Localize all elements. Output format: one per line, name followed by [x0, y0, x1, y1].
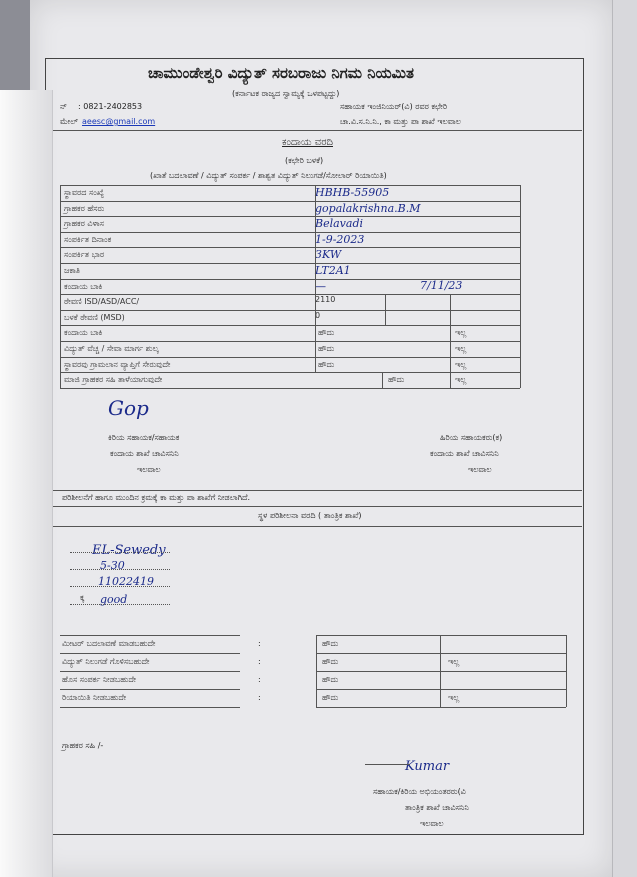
email-label: ಮೇಲ್: [60, 117, 79, 126]
dotted-line: [70, 604, 170, 605]
dotted-line: [70, 552, 170, 553]
row-line: [60, 201, 520, 202]
field-label: ಠೇವಣಿ ISD/ASD/ACC/: [64, 297, 140, 307]
left-sign-line1: ಕಿರಿಯ ಸಹಾಯಕ/ಸಹಾಯಕ: [108, 433, 180, 442]
meter-condition: good: [100, 593, 128, 606]
field-value: 1-9-2023: [315, 232, 365, 246]
row-line: [60, 635, 240, 636]
colon: :: [258, 657, 261, 666]
header-divider: [45, 130, 582, 131]
colon: :: [258, 693, 261, 702]
field-label: ಸಂಪರ್ಕಿತ ದಿನಾಂಕ: [64, 234, 112, 244]
colon: :: [258, 639, 261, 648]
no-option[interactable]: ಇಲ್ಲ: [455, 344, 467, 353]
org-subtitle: (ಕರ್ನಾಟಕ ರಾಜ್ಯದ ಸ್ವಾಮ್ಯಕ್ಕೆ ಒಳಪಟ್ಟದ್ದು): [232, 89, 340, 98]
office-line2: ಚಾ.ವಿ.ಸ.ನಿ.ನಿ., ಕಾ ಮತ್ತು ಪಾ ಶಾಖೆ ಇಲವಾಲ: [340, 117, 461, 126]
inspection-question: ಮೀಟರ್ ಬದಲಾವಣೆ ಮಾಡಬಹುದೇ: [62, 639, 156, 648]
field-label: ಸ್ಥಾವರದ ಸಂಖ್ಯೆ: [64, 188, 104, 197]
left-sign-line2: ಕಂದಾಯ ಶಾಖೆ ಚಾವಿಸನಿನಿ: [110, 449, 179, 458]
row-line: [60, 247, 520, 248]
field-label: ಗ್ರಾಹಕರ ಹೆಸರು: [64, 203, 105, 213]
section-divider-2: [45, 506, 582, 507]
row-line: [60, 689, 240, 690]
row-line: [60, 263, 520, 264]
row-line: [60, 357, 520, 358]
tech-signature: Kumar: [405, 759, 450, 774]
yes-option[interactable]: ಹೌದು: [322, 639, 339, 648]
row-line: [60, 294, 520, 295]
row-line: [60, 341, 520, 342]
row-line: [316, 635, 566, 636]
tech-sign-line1: ಸಹಾಯಕ/ಕಿರಿಯ ಅಭಿಯಂತರರು(ವಿ: [373, 787, 466, 796]
field-label: ಬಳಕೆ ಠೇವಣಿ (MSD): [64, 312, 125, 322]
field-value: 2110: [315, 295, 336, 305]
yesno-question: ಮಾಜಿ ಗ್ರಾಹಕರ ಸಹಿ ತಾಳೆಯಾಗುವುದೇ: [64, 375, 163, 385]
yes-option[interactable]: ಹೌದು: [322, 693, 339, 702]
col-line: [520, 185, 521, 388]
right-sign-line2: ಕಂದಾಯ ಶಾಖೆ ಚಾವಿಸನಿನಿ: [430, 449, 499, 458]
no-option[interactable]: ಇಲ್ಲ: [455, 359, 467, 369]
field-label: ಗ್ರಾಹಕರ ವಿಳಾಸ: [64, 219, 104, 229]
row-line: [316, 689, 566, 690]
field-value: 3KW: [315, 248, 342, 262]
yes-option[interactable]: ಹೌದು: [322, 657, 339, 666]
col-line: [315, 185, 316, 325]
org-name: ಚಾಮುಂಡೇಶ್ವರಿ ವಿದ್ಯುತ್ ಸರಬರಾಜು ನಿಗಮ ನಿಯಮಿತ: [148, 64, 414, 82]
field-value: LT2A1: [315, 264, 351, 277]
left-signature: Gop: [108, 396, 149, 420]
report-purpose: (ಖಾತೆ ಬದಲಾವಣೆ / ವಿದ್ಯುತ್ ಸಂಪರ್ಕ / ಶಾಶ್ವತ ವಿದ್ಯುತ್ ನಿಲುಗಡೆ/ಸೋಲಾರ್ ರಿಯಾಯಿತಿ): [150, 171, 387, 180]
colon: :: [258, 675, 261, 684]
row-line: [60, 232, 520, 233]
right-sign-line1: ಹಿರಿಯ ಸಹಾಯಕರು(ಕ): [440, 433, 503, 442]
yesno-question: ವಿದ್ಯುತ್ ವೆಚ್ಚ / ಸೇವಾ ಮಾರ್ಗ ಶುಲ್ಕ: [64, 344, 159, 353]
col-line: [440, 635, 441, 707]
report-subtitle: (ಕಛೇರಿ ಬಳಕೆ): [285, 156, 324, 165]
page-edge: [612, 0, 637, 877]
inspection-title: ಸ್ಥಳ ಪರಿಶೀಲನಾ ವರದಿ ( ತಾಂತ್ರಿಕ ಶಾಖೆ): [258, 511, 362, 520]
field-label: ಸಂಪರ್ಕಿತ ಭಾರ: [64, 250, 105, 260]
field-value: —: [315, 279, 326, 293]
field-value: Belavadi: [315, 217, 364, 231]
section-divider: [45, 490, 582, 491]
no-option[interactable]: ಇಲ್ಲ: [448, 693, 460, 702]
field-value: gopalakrishna.B.M: [315, 201, 421, 215]
inspection-question: ರಿಯಾಯಿತಿ ನೀಡಬಹುದೇ: [62, 693, 127, 702]
col-line: [450, 294, 451, 325]
condition-label: ಕ್ಕ: [80, 593, 85, 602]
tech-sign-line3: ಇಲವಾಲ: [420, 819, 444, 828]
row-line: [60, 216, 520, 217]
field-label: ಕಂದಾಯ ಬಾಕಿ: [64, 281, 103, 291]
section-divider-3: [45, 526, 582, 527]
col-line: [316, 635, 317, 707]
phone-number: : 0821-2402853: [78, 102, 143, 111]
row-line: [60, 653, 240, 654]
office-line1: ಸಹಾಯಕ ಇಂಜಿನಿಯರ್(ವಿ) ರವರ ಕಛೇರಿ: [340, 102, 448, 111]
forward-note: ಪರಿಶೀಲನೆಗೆ ಹಾಗೂ ಮುಂದಿನ ಕ್ರಮಕ್ಕೆ ಕಾ ಮತ್ತು ಪಾ ಶಾಖೆಗೆ ನೀಡಲಾಗಿದೆ.: [62, 493, 251, 502]
row-line: [316, 671, 566, 672]
folded-page-edge: [0, 90, 53, 877]
field-value: 0: [315, 310, 321, 320]
col-line: [385, 294, 386, 325]
field-value-date: 7/11/23: [420, 278, 463, 292]
yes-option[interactable]: ಹೌದು: [318, 328, 335, 338]
inspection-question: ವಿದ್ಯುತ್ ನಿಲುಗಡೆ ಗೊಳಿಸಬಹುದೇ: [62, 657, 150, 666]
yes-option[interactable]: ಹೌದು: [322, 675, 339, 684]
report-title: ಕಂದಾಯ ವರದಿ: [282, 137, 333, 148]
field-label: ಜಕಾತಿ: [64, 266, 81, 275]
phone-label: ನ್: [60, 102, 68, 111]
right-sign-line3: ಇಲವಾಲ: [468, 465, 492, 474]
yes-option[interactable]: ಹೌದು: [388, 375, 405, 385]
row-line: [60, 388, 520, 389]
inspection-question: ಹೊಸ ಸಂಪರ್ಕ ನೀಡಬಹುದೇ: [62, 675, 137, 684]
row-line: [316, 707, 566, 708]
yesno-question: ಕಂದಾಯ ಬಾಕಿ: [64, 328, 103, 338]
customer-sign-label: ಗ್ರಾಹಕರ ಸಹಿ /-: [62, 741, 104, 750]
no-option[interactable]: ಇಲ್ಲ: [455, 328, 467, 338]
col-line: [450, 325, 451, 387]
no-option[interactable]: ಇಲ್ಲ: [455, 375, 467, 385]
row-line: [60, 310, 520, 311]
yes-option[interactable]: ಹೌದು: [318, 359, 335, 369]
row-line: [316, 653, 566, 654]
dotted-line: [70, 586, 170, 587]
col-line: [382, 372, 383, 388]
left-sign-line3: ಇಲವಾಲ: [137, 465, 161, 474]
row-line: [60, 185, 520, 186]
col-line: [566, 635, 567, 707]
row-line: [60, 671, 240, 672]
yesno-question: ಸ್ಥಾವರವು ಗ್ರಾಮಲಾನ ವ್ಯಾಪ್ತಿಗೆ ಸೇರುವುದೇ: [64, 359, 171, 369]
email-link[interactable]: aeesc@gmail.com: [82, 117, 156, 126]
tech-sign-line2: ತಾಂತ್ರಿಕ ಶಾಖೆ ಚಾವಿಸನಿನಿ: [405, 803, 469, 812]
no-option[interactable]: ಇಲ್ಲ: [448, 657, 460, 666]
signature-stroke: [365, 764, 410, 765]
field-value: HBHB-55905: [315, 186, 390, 199]
meter-number: 11022419: [98, 575, 154, 588]
row-line: [60, 325, 520, 326]
yes-option[interactable]: ಹೌದು: [318, 344, 335, 353]
meter-rating: 5-30: [100, 559, 125, 572]
row-line: [60, 707, 240, 708]
dotted-line: [70, 569, 170, 570]
meter-make: EL-Sewedy: [92, 543, 166, 558]
col-line: [315, 325, 316, 372]
row-line: [60, 372, 520, 373]
